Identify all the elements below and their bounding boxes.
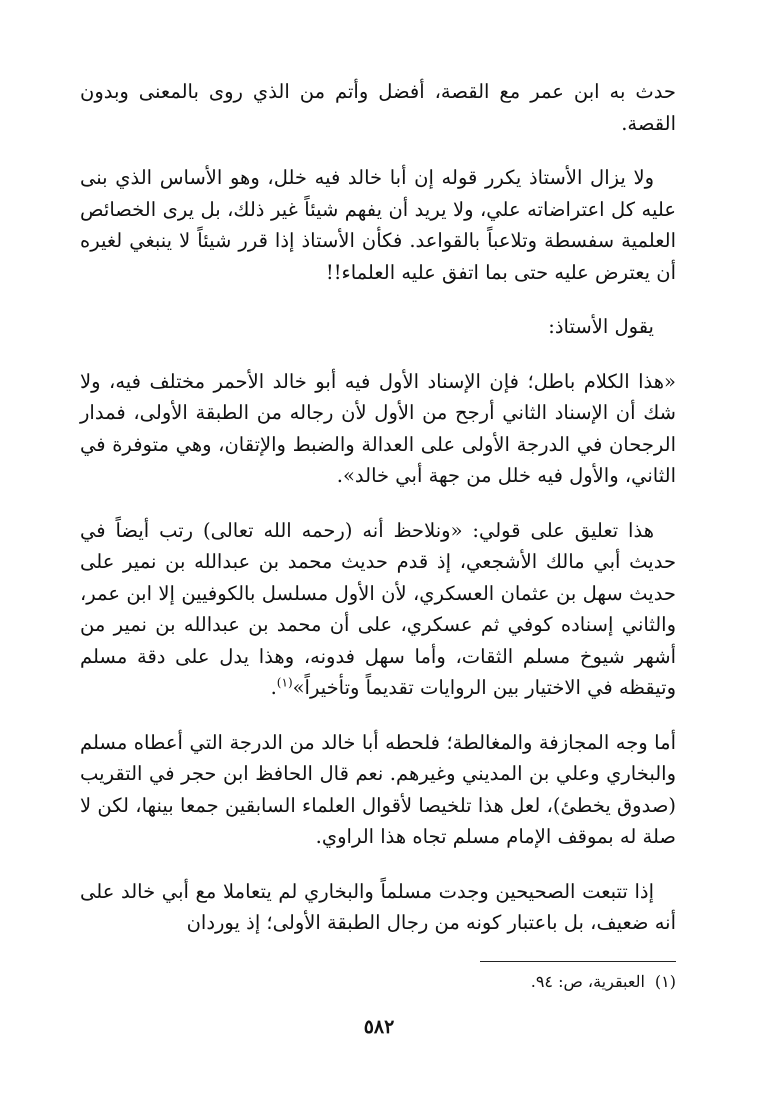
footnote-divider (480, 961, 676, 962)
footnote-marker: (١) (654, 972, 676, 991)
paragraph-comment: هذا تعليق على قولي: «ونلاحظ أنه (رحمه الله تعالى) رتب أيضاً في حديث أبي مالك الأشجعي، إذ قدم حديث محمد بن عبدالله بن نمير على حديث سهل بن عثمان العسكري، لأن الأول مسلسل بالكوفيين إلا ابن عمر، والثاني إسناده كوفي ثم عسكري، على أن محمد بن عبدالله بن نمير من أشهر شيوخ مسلم الثقات، وأما سهل فدونه، وهذا يدل على دقة مسلم وتيقظه في الاختيار بين الروايات تقديماً وتأخيراً»$^{(١)}$. (80, 518, 676, 699)
footnote-reference: (١) (276, 675, 293, 690)
footnote-text: العبقرية، ص: ٩٤. (530, 972, 645, 991)
footnote (80, 970, 676, 994)
page-number: ٥٨٢ (363, 1016, 395, 1038)
paragraph-comment-text: هذا تعليق على قولي: «ونلاحظ أنه (رحمه الله تعالى) رتب أيضاً في حديث أبي مالك الأشجعي، إذ قدم حديث محمد بن عبدالله بن نمير على حديث سهل بن عثمان العسكري، لأن الأول مسلسل بالكوفيين إلا ابن عمر، والثاني إسناده كوفي ثم عسكري، على أن محمد بن عبدالله بن نمير من أشهر شيوخ مسلم الثقات، وأما سهل فدونه، وهذا يدل على دقة مسلم وتيقظه في الاختيار بين الروايات تقديماً وتأخيراً» (80, 518, 676, 699)
paragraph-sahihayn: إذا تتبعت الصحيحين وجدت مسلماً والبخاري لم يتعاملا مع أبي خالد على أنه ضعيف، بل باعتبار كونه من رجال الطبقة الأولى؛ إذ يوردان (80, 879, 676, 934)
paragraph-quoted-claim: «هذا الكلام باطل؛ فإن الإسناد الأول فيه أبو خالد الأحمر مختلف فيه، ولا شك أن الإسناد الثاني أرجح من الأول لأن رجاله من الطبقة الأولى، فمدار الرجحان في الدرجة الأولى على العدالة والضبط والإتقان، وهي متوفرة في الثاني، والأول فيه خلل من جهة أبي خالد». (80, 369, 676, 487)
paragraph-quote-intro: يقول الأستاذ: (548, 315, 654, 338)
paragraph-rebuttal: أما وجه المجازفة والمغالطة؛ فلحطه أبا خالد من الدرجة التي أعطاه مسلم والبخاري وعلي بن المديني وغيرهم. نعم قال الحافظ ابن حجر في التقريب (صدوق يخطئ)، لعل هذا تلخيصا لأقوال العلماء السابقين جمعا بينها، لكن لا صلة له بموقف الإمام مسلم تجاه هذا الراوي. (80, 730, 677, 848)
paragraph-critique: ولا يزال الأستاذ يكرر قوله إن أبا خالد فيه خلل، وهو الأساس الذي بنى عليه كل اعتراضاته علي، ولا يريد أن يفهم شيئاً غير ذلك، بل يرى الخصائص العلمية سفسطة وتلاعباً بالقواعد. فكأن الأستاذ إذا قرر شيئاً لا ينبغي لغيره أن يعترض عليه حتى بما اتفق عليه العلماء!! (80, 166, 676, 284)
body-text (80, 76, 676, 962)
paragraph-continuation: حدث به ابن عمر مع القصة، أفضل وأتم من الذي روى بالمعنى وبدون القصة. (80, 80, 676, 135)
